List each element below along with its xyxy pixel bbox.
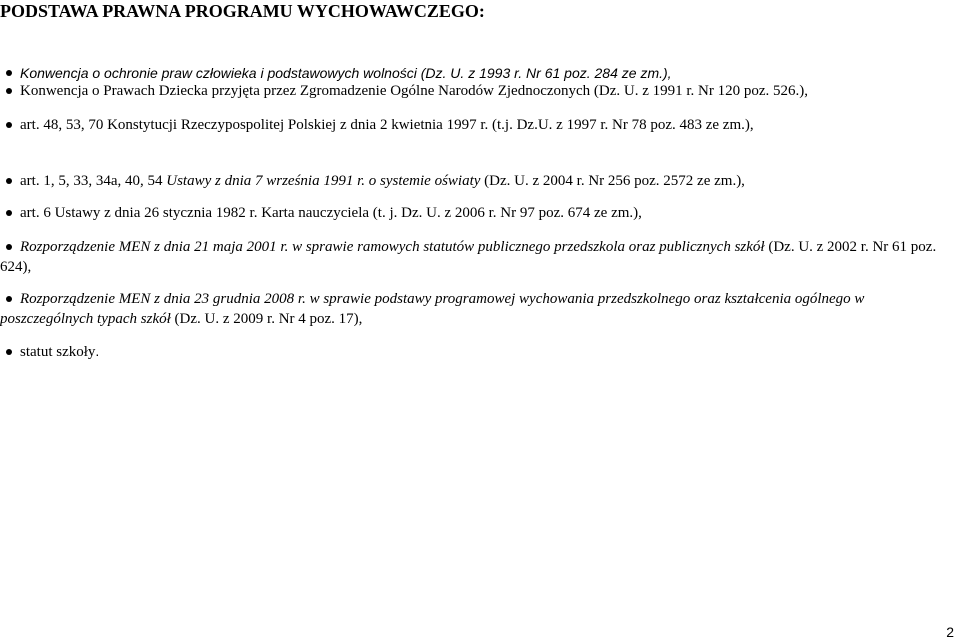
bullet-icon	[6, 349, 12, 355]
list-item	[0, 115, 955, 135]
list-item	[0, 171, 955, 191]
bullet-icon	[6, 210, 12, 216]
item-text: statut szkoły	[20, 344, 96, 360]
item-text: art. 48, 53, 70 Konstytucji Rzeczypospolitej Polskiej z dnia 2 kwietnia 1997 r. (t.j. Dz.U. z 1997 r. Nr 78 poz. 483 ze zm.),	[20, 117, 754, 133]
item-text-italic: Rozporządzenie MEN z dnia 21 maja 2001 r. w sprawie ramowych statutów publicznego przedszkola oraz publicznych szkół	[20, 239, 765, 255]
list-item	[0, 237, 955, 277]
list-item	[0, 341, 955, 362]
bullet-icon	[6, 244, 12, 250]
item-text: Konwencja o Prawach Dziecka przyjęta przez Zgromadzenie Ogólne Narodów Zjednoczonych (Dz. U. z 1991 r. Nr 120 poz. 526.),	[20, 83, 809, 99]
page-number: 2	[946, 624, 954, 640]
bullet-icon	[6, 178, 12, 184]
item-text: .	[95, 343, 100, 359]
item-text: Konwencja o ochronie praw człowieka i podstawowych wolności (Dz. U. z 1993 r. Nr 61 poz. 284 ze zm.),	[20, 65, 672, 81]
item-text: (Dz. U. z 2009 r. Nr 4 poz. 17),	[170, 311, 363, 327]
bullet-icon	[6, 122, 12, 128]
bullet-icon	[6, 296, 12, 302]
list-item	[0, 63, 955, 83]
item-text: art. 6 Ustawy z dnia 26 stycznia 1982 r. Karta nauczyciela (t. j. Dz. U. z 2006 r. Nr 97 poz. 674 ze zm.),	[20, 205, 642, 221]
list-item	[0, 289, 955, 329]
list-item	[0, 81, 955, 101]
item-text: art. 1, 5, 33, 34a, 40, 54	[20, 173, 167, 189]
item-text: (Dz. U. z 2004 r. Nr 256 poz. 2572 ze zm.),	[480, 173, 745, 189]
list-item	[0, 203, 955, 223]
bullet-icon	[6, 70, 12, 76]
bullet-icon	[6, 88, 12, 94]
item-text: (Dz. U. z 2002 r. Nr 61 poz. 624),	[0, 239, 937, 275]
item-text-italic: Ustawy z dnia 7 września 1991 r. o systemie oświaty	[166, 173, 481, 189]
page-heading: PODSTAWA PRAWNA PROGRAMU WYCHOWAWCZEGO:	[0, 1, 485, 21]
item-text-italic: Rozporządzenie MEN z dnia 23 grudnia 2008 r. w sprawie podstawy programowej wychowania przedszkolnego oraz kształcenia ogólnego w poszczególnych typach szkół	[0, 291, 865, 327]
